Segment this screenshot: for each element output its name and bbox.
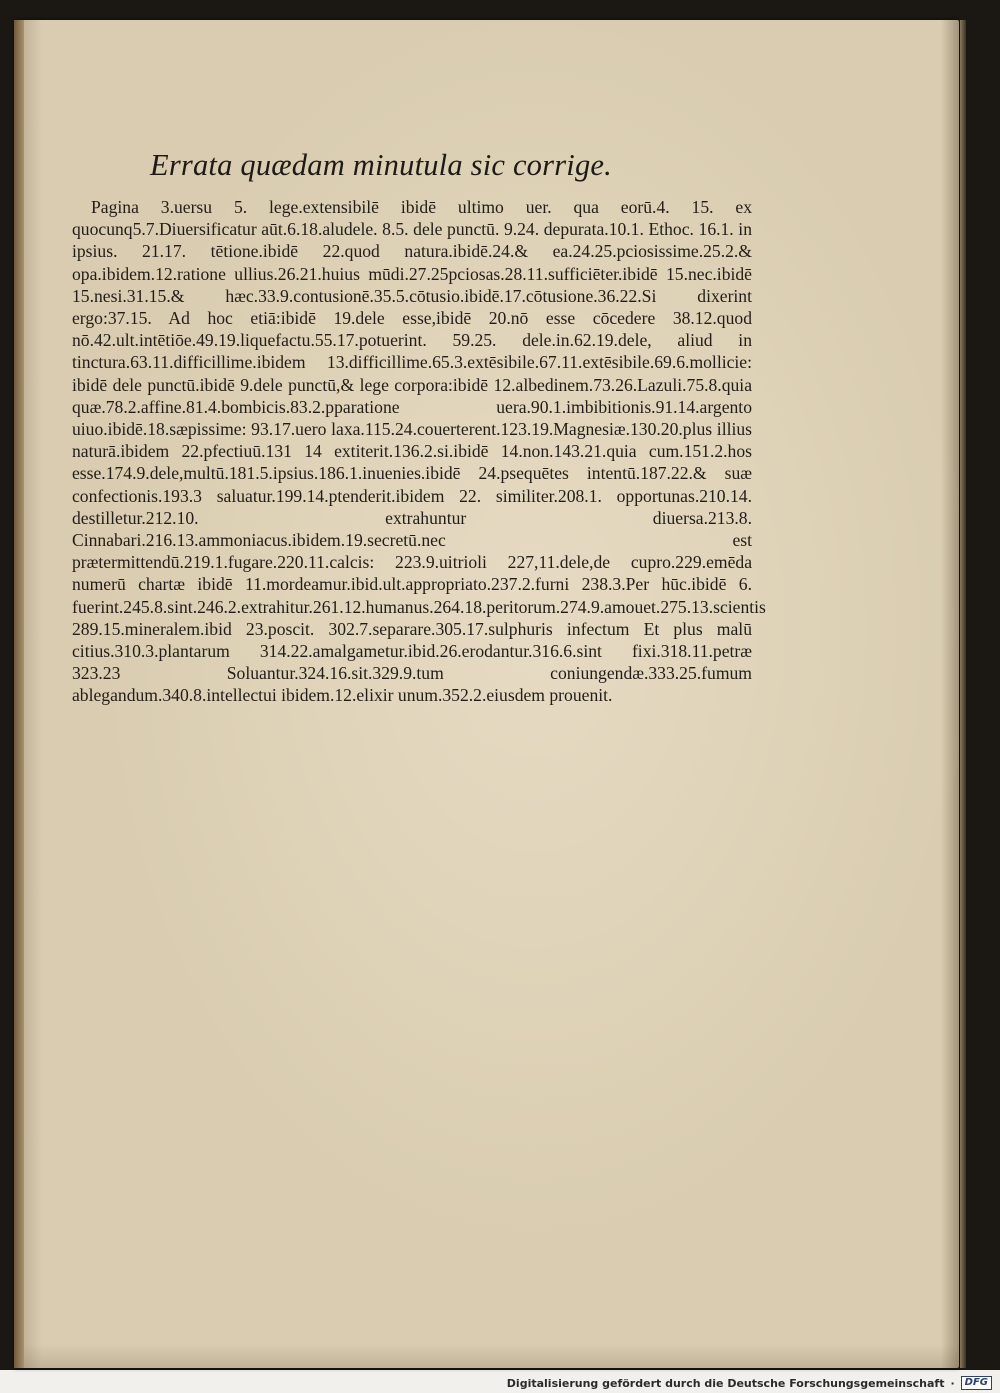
page-edge — [960, 20, 966, 1368]
page-binding-shadow — [14, 20, 24, 1368]
errata-heading: Errata quædam minutula sic corrige. — [150, 148, 612, 182]
digitization-footer — [507, 1375, 992, 1391]
footer-separator: · — [950, 1376, 955, 1390]
footer-credit: Digitalisierung gefördert durch die Deutsche Forschungsgemeinschaft — [506, 1376, 945, 1390]
dfg-logo-icon: DFG — [961, 1376, 992, 1390]
errata-paragraph: Pagina 3.uersu 5. lege.extensibilē ibidē ultimo uer. qua eorū.4. 15. ex quocunq5.7.Diuersificatur aūt.6.18.aludele. 8.5. dele punctū. 9.24. depurata.10.1. Ethoc. 16.1. in ipsius. 21.17. tētione.ibidē 22.quod natura.ibidē.24.& ea.24.25.pciosissime.25.2.& opa.ibidem.12.ratione ullius.26.21.huius mūdi.27.25pciosas.28.11.sufficiēter.ibidē 15.nec.ibidē 15.nesi.31.15.& hæc.33.9.contusionē.35.5.cōtusio.ibidē.17.cōtusione.36.22.Si dixerint ergo:37.15. Ad hoc etiā:ibidē 19.dele esse,ibidē 20.nō esse cōcedere 38.12.quod nō.42.ult.intētiōe.49.19.liquefactu.55.17.potuerint. 59.25. dele.in.62.19.dele, aliud in tinctura.63.11.difficillime.ibidem 13.difficillime.65.3.extēsibile.67.11.extēsibile.69.6.mollicie: ibidē dele punctū.ibidē 9.dele punctū,& lege corpora:ibidē 12.albedinem.73.26.Lazuli.75.8.quia quæ.78.2.affine.81.4.bombicis.83.2.pparatione uera.90.1.imbibitionis.91.14.argento uiuo.ibidē.18.sæpissime: 93.17.uero laxa.115.24.couerterent.123.19.Magnesiæ.130.20.plus illius naturā.ibidem 22.pfectiuū.131 14 extiterit.136.2.si.ibidē 14.non.143.21.quia cum.151.2.hos esse.174.9.dele,multū.181.5.ipsius.186.1.inuenies.ibidē 24.psequētes intentū.187.22.& suæ confectionis.193.3 saluatur.199.14.ptenderit.ibidem 22. similiter.208.1. opportunas.210.14. destilletur.212.10. extrahuntur diuersa.213.8. Cinnabari.216.13.ammoniacus.ibidem.19.secretū.nec est prætermittendū.219.1.fugare.220.11.calcis: 223.9.uitrioli 227,11.dele,de cupro.229.emēda numerū chartæ ibidē 11.mordeamur.ibid.ult.appropriato.237.2.furni 238.3.Per hūc.ibidē 6. fuerint.245.8.sint.246.2.extrahitur.261.12.humanus.264.18.peritorum.274.9.amouet.275.13.scientis 289.15.mineralem.ibid 23.poscit. 302.7.separare.305.17.sulphuris infectum Et plus malū citius.310.3.plantarum 314.22.amalgametur.ibid.26.erodantur.316.6.sint fixi.318.11.petræ 323.23 Soluantur.324.16.sit.329.9.tum coniungendæ.333.25.fumum ablegandum.340.8.intellectui ibidem.12.elixir unum.352.2.eiusdem prouenit. — [72, 197, 766, 706]
errata-body — [72, 196, 766, 707]
